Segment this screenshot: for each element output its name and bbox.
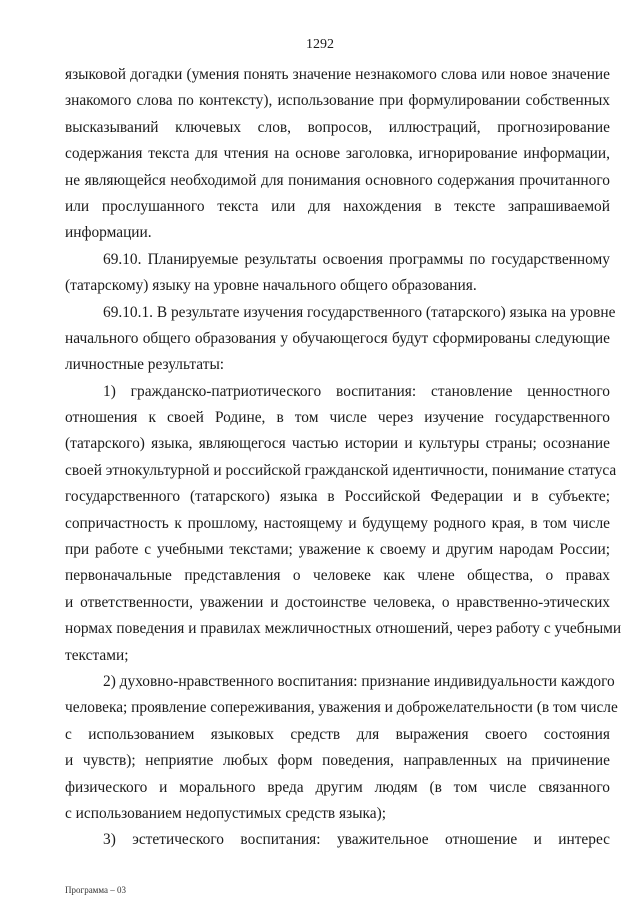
- text-line: (татарского) языка, являющегося частью истории и культуры страны; осознание: [65, 435, 610, 453]
- text-line: с использованием недопустимых средств языка);: [65, 804, 387, 822]
- text-line: своей этнокультурной и российской гражданской идентичности, понимание статуса: [65, 461, 617, 479]
- text-line: (татарскому) языку на уровне начального общего образования.: [65, 277, 477, 295]
- text-line: личностные результаты:: [65, 356, 225, 374]
- text-line: или прослушанного текста или для нахождения в тексте запрашиваемой: [65, 197, 610, 215]
- text-line: начального общего образования у обучающегося будут сформированы следующие: [65, 329, 610, 347]
- text-line: первоначальные представления о человеке как члене общества, о правах: [65, 567, 610, 585]
- text-line: и ответственности, уважении и достоинстве человека, о нравственно-этических: [65, 593, 610, 611]
- text-line: государственного (татарского) языка в Российской Федерации и в субъекте;: [65, 488, 610, 506]
- text-line: физического и морального вреда другим людям (в том числе связанного: [65, 778, 610, 796]
- text-line: языковой догадки (умения понять значение незнакомого слова или новое значение: [65, 66, 610, 83]
- text-line: содержания текста для чтения на основе заголовка, игнорирование информации,: [65, 145, 610, 163]
- page-footer: Программа – 03: [65, 885, 127, 895]
- text-line: при работе с учебными текстами; уважение к своему и другим народам России;: [65, 541, 610, 559]
- text-line: высказываний ключевых слов, вопросов, иллюстраций, прогнозирование: [65, 118, 610, 136]
- page-number: 1292: [306, 37, 334, 52]
- text-line: 1) гражданско-патриотического воспитания: становление ценностного: [103, 382, 610, 400]
- text-line: сопричастность к прошлому, настоящему и будущему родного края, в том числе: [65, 514, 610, 532]
- text-line: 69.10. Планируемые результаты освоения программы по государственному: [103, 250, 610, 268]
- text-line: 2) духовно-нравственного воспитания: признание индивидуальности каждого: [103, 672, 615, 690]
- text-line: текстами;: [65, 646, 129, 664]
- text-line: человека; проявление сопереживания, уважения и доброжелательности (в том числе: [65, 699, 618, 717]
- text-line: информации.: [65, 224, 152, 242]
- text-line: отношения к своей Родине, в том числе через изучение государственного: [65, 409, 610, 427]
- text-line: и чувств); неприятие любых форм поведения, направленных на причинение: [65, 752, 610, 770]
- text-line: не являющейся необходимой для понимания основного содержания прочитанного: [65, 171, 610, 189]
- text-line: нормах поведения и правилах межличностных отношений, через работу с учебными: [65, 620, 622, 638]
- text-line: 69.10.1. В результате изучения государственного (татарского) языка на уровне: [103, 303, 616, 321]
- document-body: [65, 62, 622, 854]
- text-line: с использованием языковых средств для выражения своего состояния: [65, 725, 610, 743]
- text-line: 3) эстетического воспитания: уважительное отношение и интерес: [103, 831, 610, 849]
- text-line: знакомого слова по контексту), использование при формулировании собственных: [65, 92, 610, 110]
